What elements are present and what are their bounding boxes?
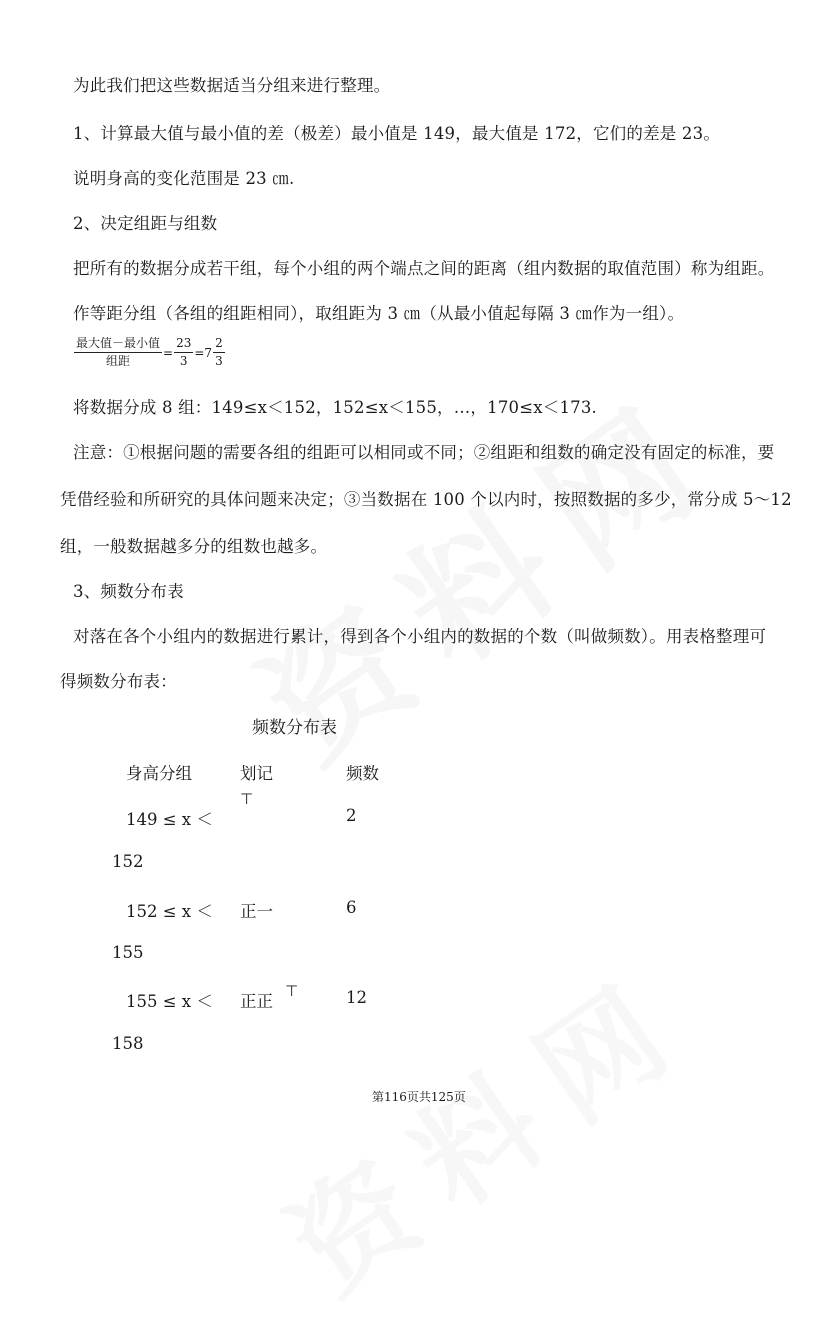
fraction-denominator: 组距	[106, 354, 131, 368]
fraction-denominator: 3	[179, 354, 188, 368]
table-row-3-range-end: 158	[112, 1034, 144, 1053]
paragraph-frequency-line-1: 对落在各个小组内的数据进行累计，得到各个小组内的数据的个数（叫做频数）。用表格整理可	[73, 627, 767, 646]
table-row-2-tally: 正一	[240, 902, 273, 921]
page-number: 第116页共125页	[372, 1090, 466, 1104]
paragraph-range-meaning: 说明身高的变化范围是 23 ㎝.	[73, 169, 295, 188]
fraction-range-over-width	[74, 336, 162, 369]
note-line-1: 注意：①根据问题的需要各组的组距可以相同或不同；②组距和组数的确定没有固定的标准，要	[73, 443, 775, 462]
table-header-group: 身高分组	[126, 764, 192, 783]
fraction-numerator: 2	[213, 336, 225, 353]
table-row-3-range: 155 ≤ x ＜	[126, 992, 213, 1011]
fraction-numerator: 最大值－最小值	[74, 336, 162, 353]
paragraph-class-width-def: 把所有的数据分成若干组，每个小组的两个端点之间的距离（组内数据的取值范围）称为组距。	[73, 259, 775, 278]
table-title: 频数分布表	[252, 718, 337, 738]
table-row-2-frequency: 6	[346, 898, 357, 917]
step-2-heading: 2、决定组距与组数	[73, 214, 218, 233]
table-row-1-frequency: 2	[346, 806, 357, 825]
table-row-1-range: 149 ≤ x ＜	[126, 810, 213, 829]
note-line-2: 凭借经验和所研究的具体问题来决定；③当数据在 100 个以内时，按照数据的多少，常分成 5～12	[60, 490, 792, 509]
formula-class-count	[74, 336, 225, 369]
table-header-tally: 划记	[240, 764, 273, 783]
tally-mark-icon: ⊤	[240, 790, 254, 808]
note-line-3: 组，一般数据越多分的组数也越多。	[60, 537, 328, 556]
table-row-2-range-end: 155	[112, 943, 144, 962]
table-header-frequency: 频数	[346, 764, 379, 783]
table-row-1-range-end: 152	[112, 852, 144, 871]
tally-mark-icon: ⊤	[285, 982, 299, 1000]
table-row-3-frequency: 12	[346, 988, 367, 1007]
step-1-range: 1、计算最大值与最小值的差（极差）最小值是 149，最大值是 172，它们的差是 23。	[73, 124, 721, 143]
equals-sign: =	[163, 345, 174, 360]
fraction-23-over-3	[174, 336, 193, 369]
table-row-2-range: 152 ≤ x ＜	[126, 902, 213, 921]
fraction-denominator: 3	[215, 354, 223, 368]
watermark-bottom	[251, 926, 718, 1325]
equals-seven: =7	[194, 345, 213, 360]
paragraph-equal-width: 作等距分组（各组的组距相同），取组距为 3 ㎝（从最小值起每隔 3 ㎝作为一组）。	[73, 304, 685, 323]
step-3-heading: 3、频数分布表	[73, 582, 184, 601]
paragraph-frequency-line-2: 得频数分布表：	[60, 672, 177, 691]
table-row-3-tally: 正正	[240, 992, 273, 1011]
paragraph-intro: 为此我们把这些数据适当分组来进行整理。	[73, 76, 391, 95]
fraction-2-over-3	[213, 336, 225, 369]
paragraph-eight-groups: 将数据分成 8 组：149≤x＜152，152≤x＜155，…，170≤x＜173.	[73, 398, 597, 417]
fraction-numerator: 23	[174, 336, 193, 353]
